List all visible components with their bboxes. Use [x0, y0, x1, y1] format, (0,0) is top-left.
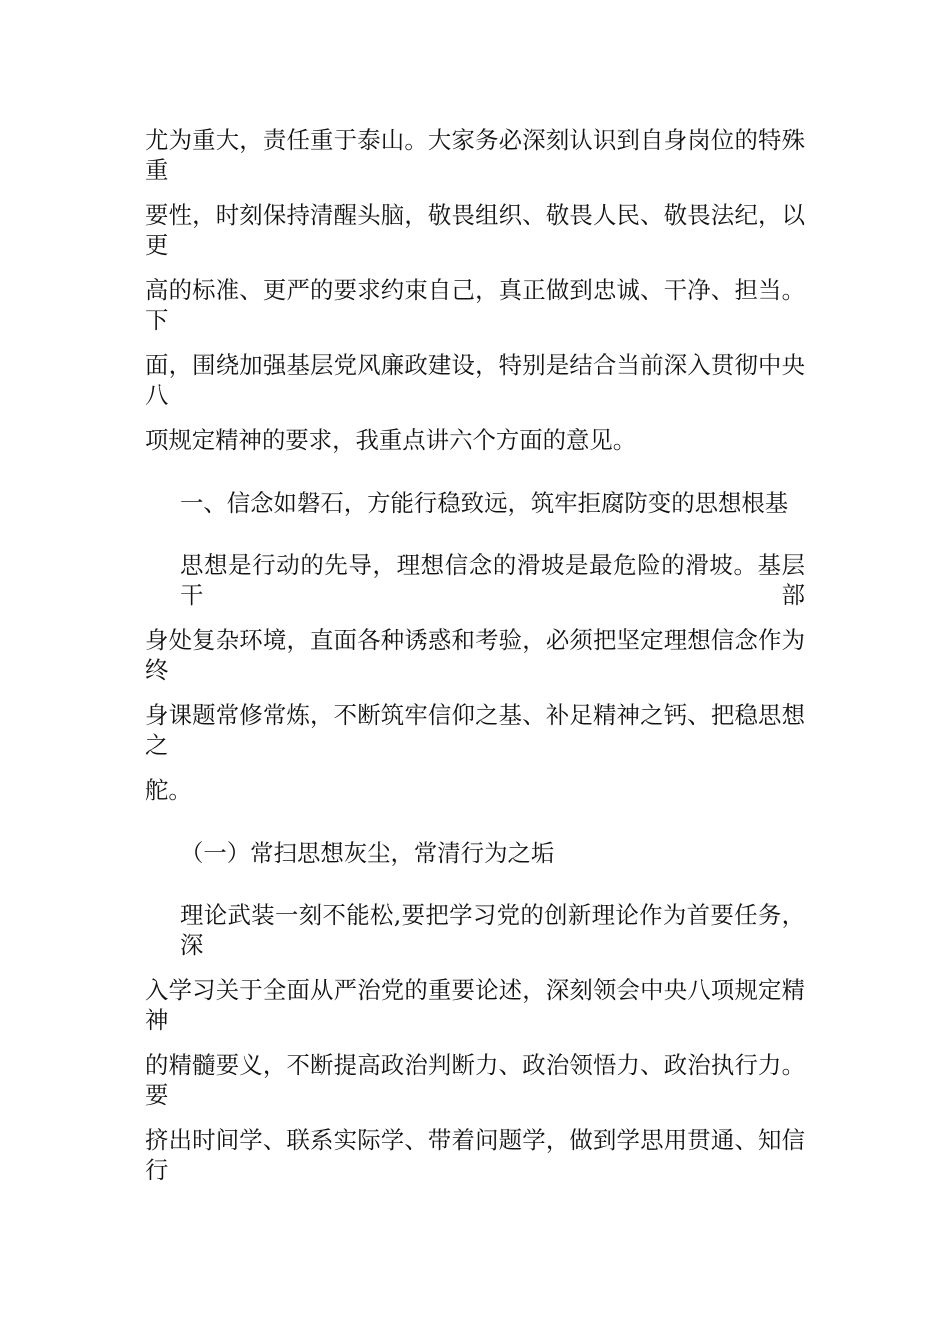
- body-text-line: 身课题常修常炼，不断筑牢信仰之基、补足精神之钙、把稳思想之: [145, 701, 805, 759]
- body-text-line: 项规定精神的要求，我重点讲六个方面的意见。: [145, 426, 637, 454]
- body-text-line: 入学习关于全面从严治党的重要论述，深刻领会中央八项规定精神: [145, 976, 805, 1034]
- body-text-line: 面，围绕加强基层党风廉政建设，特别是结合当前深入贯彻中央八: [145, 351, 805, 409]
- subsection-heading: （一）常扫思想灰尘，常清行为之垢: [180, 839, 555, 867]
- body-text-line: 挤出时间学、联系实际学、带着问题学，做到学思用贯通、知信行: [145, 1126, 805, 1184]
- body-text-line: 的精髓要义，不断提高政治判断力、政治领悟力、政治执行力。要: [145, 1051, 805, 1109]
- body-text-line: 要性，时刻保持清醒头脑，敬畏组织、敬畏人民、敬畏法纪，以更: [145, 201, 805, 259]
- body-text-line: 尤为重大，责任重于泰山。大家务必深刻认识到自身岗位的特殊重: [145, 126, 805, 184]
- body-text-line: 高的标准、更严的要求约束自己，真正做到忠诚、干净、担当。下: [145, 276, 805, 334]
- body-text-line: 舵。: [145, 776, 192, 804]
- section-heading: 一、信念如磐石，方能行稳致远，筑牢拒腐防变的思想根基: [180, 489, 789, 517]
- body-text-line: 身处复杂环境，直面各种诱惑和考验，必须把坚定理想信念作为终: [145, 626, 805, 684]
- body-text-line: 理论武装一刻不能松,要把学习党的创新理论作为首要任务，深: [180, 901, 805, 959]
- body-text-line: 思想是行动的先导，理想信念的滑坡是最危险的滑坡。基层干部: [180, 551, 805, 609]
